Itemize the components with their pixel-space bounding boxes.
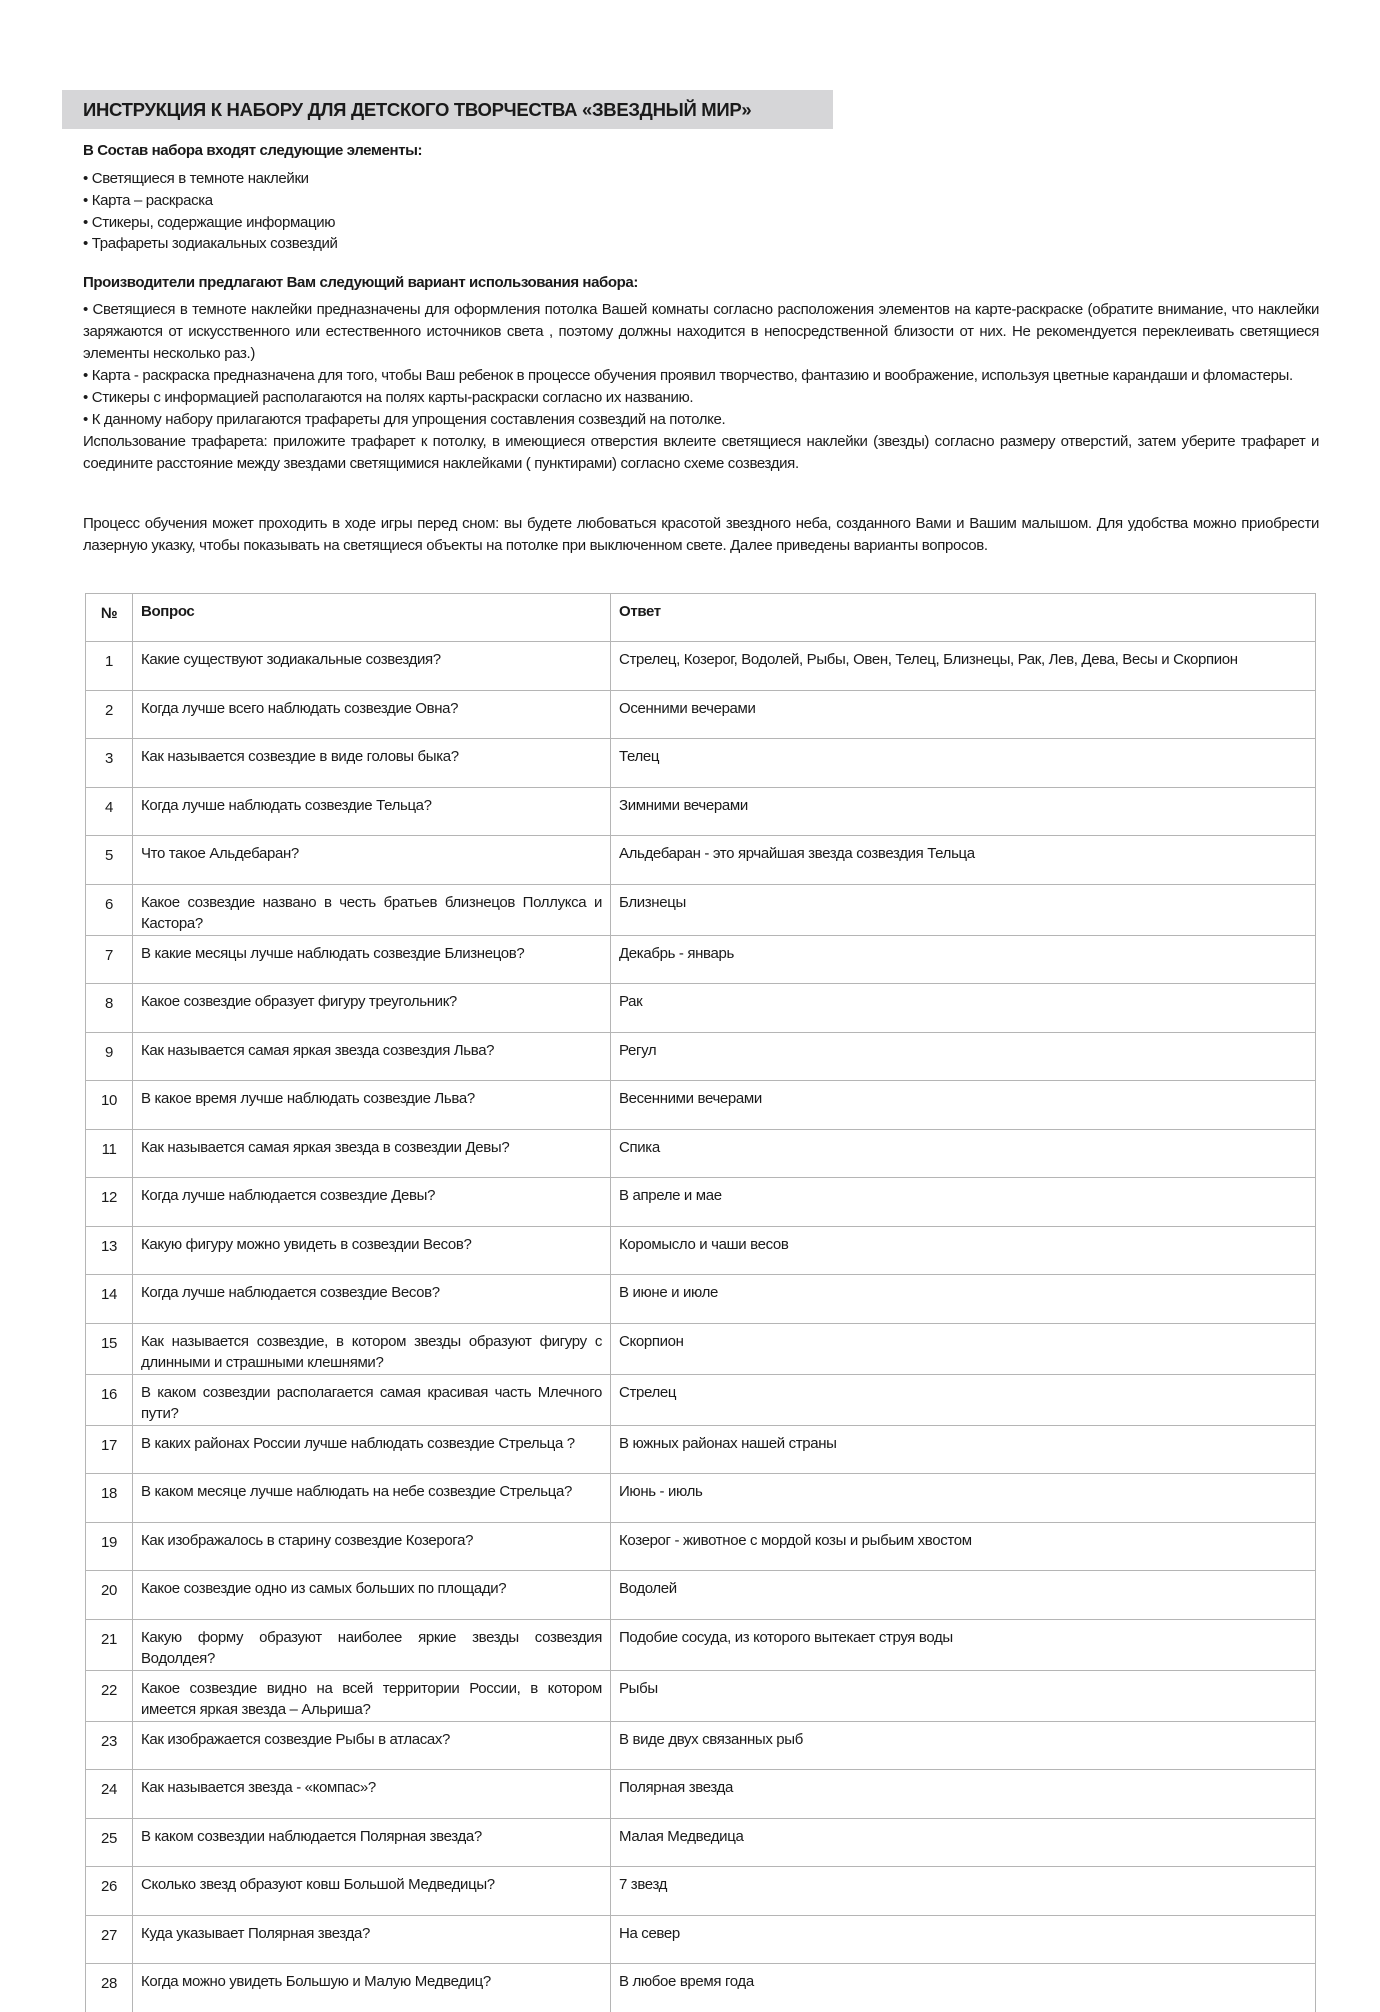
row-number: 24 (86, 1770, 133, 1819)
table-row (86, 1867, 1316, 1916)
row-question: Какое созвездие одно из самых больших по площади? (133, 1571, 611, 1620)
usage-paragraph: Использование трафарета: приложите трафарет к потолку, в имеющиеся отверстия вклеите светящиеся наклейки (звезды) согласно размеру отверстий, затем уберите трафарет и соедините расстояние между звездами светящимися наклейками ( пунктирами) согласно схеме созвездия. (83, 433, 1319, 472)
table-row (86, 1032, 1316, 1081)
row-number: 26 (86, 1867, 133, 1916)
row-question: Как называется звезда - «компас»? (133, 1770, 611, 1819)
table-row (86, 1670, 1316, 1721)
table-row (86, 1081, 1316, 1130)
table-row (86, 1474, 1316, 1523)
row-answer: Стрелец (611, 1374, 1316, 1425)
row-number: 25 (86, 1818, 133, 1867)
row-number: 22 (86, 1670, 133, 1721)
table-row (86, 1425, 1316, 1474)
table-row (86, 1226, 1316, 1275)
row-number: 27 (86, 1915, 133, 1964)
table-row (86, 690, 1316, 739)
row-answer: Регул (611, 1032, 1316, 1081)
row-number: 18 (86, 1474, 133, 1523)
row-number: 17 (86, 1425, 133, 1474)
row-answer: В июне и июле (611, 1275, 1316, 1324)
table-row (86, 1275, 1316, 1324)
questions-table (85, 593, 1316, 2012)
row-number: 20 (86, 1571, 133, 1620)
table-header-row (86, 594, 1316, 642)
row-answer: В любое время года (611, 1964, 1316, 2012)
row-number: 4 (86, 787, 133, 836)
row-number: 8 (86, 984, 133, 1033)
row-question: Когда можно увидеть Большую и Малую Медведиц? (133, 1964, 611, 2012)
row-question: Как называется созвездие в виде головы быка? (133, 739, 611, 788)
row-number: 6 (86, 884, 133, 935)
row-question: Когда лучше наблюдается созвездие Весов? (133, 1275, 611, 1324)
row-number: 28 (86, 1964, 133, 2012)
table-row (86, 1915, 1316, 1964)
table-row (86, 1770, 1316, 1819)
row-number: 13 (86, 1226, 133, 1275)
table-row (86, 642, 1316, 691)
row-number: 11 (86, 1129, 133, 1178)
row-answer: Рак (611, 984, 1316, 1033)
usage-paragraph: • Стикеры с информацией располагаются на полях карты-раскраски согласно их названию. (83, 389, 694, 406)
usage-paragraph: • Карта - раскраска предназначена для того, чтобы Ваш ребенок в процессе обучения проявил творчество, фантазию и воображение, используя цветные карандаши и фломастеры. (83, 367, 1293, 384)
row-answer: Подобие сосуда, из которого вытекает струя воды (611, 1619, 1316, 1670)
row-answer: 7 звезд (611, 1867, 1316, 1916)
document-title-bar (62, 90, 833, 129)
table-row (86, 1178, 1316, 1227)
usage-text (83, 299, 1319, 475)
row-question: Когда лучше всего наблюдать созвездие Овна? (133, 690, 611, 739)
row-question: Какое созвездие названо в честь братьев близнецов Поллукса и Кастора? (133, 884, 611, 935)
row-question: Как называется самая яркая звезда созвездия Льва? (133, 1032, 611, 1081)
row-number: 12 (86, 1178, 133, 1227)
row-answer: В виде двух связанных рыб (611, 1721, 1316, 1770)
header-num: № (86, 594, 133, 642)
usage-heading: Производители предлагают Вам следующий вариант использования набора: (83, 274, 638, 291)
row-answer: Зимними вечерами (611, 787, 1316, 836)
row-answer: Альдебаран - это ярчайшая звезда созвездия Тельца (611, 836, 1316, 885)
row-answer: Малая Медведица (611, 1818, 1316, 1867)
table-row (86, 884, 1316, 935)
row-answer: Близнецы (611, 884, 1316, 935)
row-number: 10 (86, 1081, 133, 1130)
row-answer: В южных районах нашей страны (611, 1425, 1316, 1474)
row-question: В какое время лучше наблюдать созвездие Льва? (133, 1081, 611, 1130)
row-question: Когда лучше наблюдается созвездие Девы? (133, 1178, 611, 1227)
row-question: Куда указывает Полярная звезда? (133, 1915, 611, 1964)
row-answer: Коромысло и чаши весов (611, 1226, 1316, 1275)
row-answer: Скорпион (611, 1323, 1316, 1374)
row-answer: Декабрь - январь (611, 935, 1316, 984)
row-question: Какую форму образуют наиболее яркие звезды созвездия Водолдея? (133, 1619, 611, 1670)
contents-list (83, 168, 338, 255)
row-question: Как изображается созвездие Рыбы в атласах? (133, 1721, 611, 1770)
learning-paragraph: Процесс обучения может проходить в ходе игры перед сном: вы будете любоваться красотой звездного неба, созданного Вами и Вашим малышом. Для удобства можно приобрести лазерную указку, чтобы показывать на светящиеся объекты на потолке при выключенном свете. Далее приведены варианты вопросов. (83, 515, 1319, 554)
table-row (86, 836, 1316, 885)
table-row (86, 1571, 1316, 1620)
row-question: Как изображалось в старину созвездие Козерога? (133, 1522, 611, 1571)
contents-item: • Трафареты зодиакальных созвездий (83, 233, 338, 255)
row-answer: Июнь - июль (611, 1474, 1316, 1523)
row-answer: Весенними вечерами (611, 1081, 1316, 1130)
row-number: 15 (86, 1323, 133, 1374)
learning-text (83, 513, 1319, 557)
table-row (86, 1522, 1316, 1571)
row-number: 7 (86, 935, 133, 984)
table-row (86, 1964, 1316, 2012)
row-number: 2 (86, 690, 133, 739)
row-number: 3 (86, 739, 133, 788)
table-body (86, 642, 1316, 2012)
row-number: 9 (86, 1032, 133, 1081)
row-answer: Козерог - животное с мордой козы и рыбьим хвостом (611, 1522, 1316, 1571)
row-question: Какое созвездие видно на всей территории России, в котором имеется яркая звезда – Альриша? (133, 1670, 611, 1721)
row-question: В каком месяце лучше наблюдать на небе созвездие Стрельца? (133, 1474, 611, 1523)
row-answer: Спика (611, 1129, 1316, 1178)
row-question: Сколько звезд образуют ковш Большой Медведицы? (133, 1867, 611, 1916)
usage-paragraph: • К данному набору прилагаются трафареты для упрощения составления созвездий на потолке. (83, 411, 726, 428)
row-question: Какую фигуру можно увидеть в созвездии Весов? (133, 1226, 611, 1275)
row-number: 14 (86, 1275, 133, 1324)
row-answer: Телец (611, 739, 1316, 788)
table-row (86, 1818, 1316, 1867)
table-row (86, 1619, 1316, 1670)
row-answer: Рыбы (611, 1670, 1316, 1721)
row-question: Когда лучше наблюдать созвездие Тельца? (133, 787, 611, 836)
table-row (86, 1323, 1316, 1374)
row-number: 1 (86, 642, 133, 691)
usage-paragraph: • Светящиеся в темноте наклейки предназначены для оформления потолка Вашей комнаты согласно расположения элементов на карте-раскраске (обратите внимание, что наклейки заряжаются от искусственного или естественного источников света , поэтому должны находится в непосредственной близости от них. Не рекомендуется переклеивать светящиеся элементы несколько раз.) (83, 301, 1319, 362)
row-question: Что такое Альдебаран? (133, 836, 611, 885)
contents-item: • Карта – раскраска (83, 190, 338, 212)
contents-item: • Стикеры, содержащие информацию (83, 212, 338, 234)
table-row (86, 1721, 1316, 1770)
row-question: В каком созвездии наблюдается Полярная звезда? (133, 1818, 611, 1867)
row-number: 21 (86, 1619, 133, 1670)
contents-heading: В Состав набора входят следующие элементы: (83, 142, 423, 159)
row-question: В какие месяцы лучше наблюдать созвездие Близнецов? (133, 935, 611, 984)
row-answer: Стрелец, Козерог, Водолей, Рыбы, Овен, Телец, Близнецы, Рак, Лев, Дева, Весы и Скорпион (611, 642, 1316, 691)
row-question: В каком созвездии располагается самая красивая часть Млечного пути? (133, 1374, 611, 1425)
header-question: Вопрос (133, 594, 611, 642)
row-answer: На север (611, 1915, 1316, 1964)
table-row (86, 739, 1316, 788)
row-question: Какие существуют зодиакальные созвездия? (133, 642, 611, 691)
row-number: 16 (86, 1374, 133, 1425)
row-number: 23 (86, 1721, 133, 1770)
row-number: 5 (86, 836, 133, 885)
row-question: Как называется самая яркая звезда в созвездии Девы? (133, 1129, 611, 1178)
row-answer: Полярная звезда (611, 1770, 1316, 1819)
table-row (86, 1129, 1316, 1178)
row-number: 19 (86, 1522, 133, 1571)
row-answer: Водолей (611, 1571, 1316, 1620)
document-title: ИНСТРУКЦИЯ К НАБОРУ ДЛЯ ДЕТСКОГО ТВОРЧЕСТВА «ЗВЕЗДНЫЙ МИР» (83, 99, 752, 120)
contents-item: • Светящиеся в темноте наклейки (83, 168, 338, 190)
table-row (86, 787, 1316, 836)
table-row (86, 984, 1316, 1033)
row-question: Какое созвездие образует фигуру треугольник? (133, 984, 611, 1033)
row-question: В каких районах России лучше наблюдать созвездие Стрельца ? (133, 1425, 611, 1474)
row-question: Как называется созвездие, в котором звезды образуют фигуру с длинными и страшными клешнями? (133, 1323, 611, 1374)
header-answer: Ответ (611, 594, 1316, 642)
table-row (86, 1374, 1316, 1425)
table-row (86, 935, 1316, 984)
row-answer: Осенними вечерами (611, 690, 1316, 739)
row-answer: В апреле и мае (611, 1178, 1316, 1227)
